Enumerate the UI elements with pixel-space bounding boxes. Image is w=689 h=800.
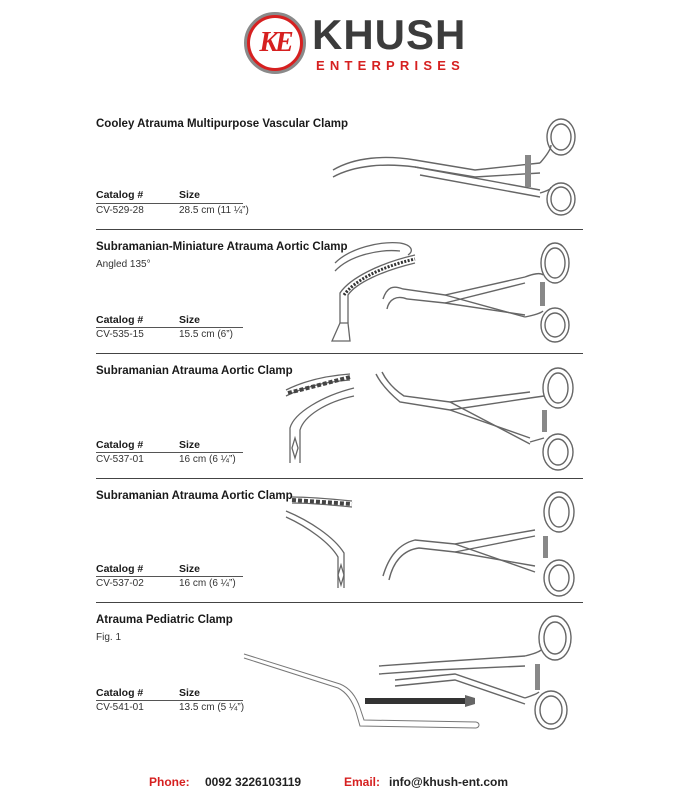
section-divider: [96, 478, 583, 479]
section-divider: [96, 602, 583, 603]
product-title: Subramanian-Miniature Atrauma Aortic Clamp: [96, 241, 348, 253]
size-heading: Size: [179, 563, 201, 575]
catalog-heading: Catalog #: [96, 314, 144, 326]
catalog-rule: [96, 203, 243, 204]
product-title: Atrauma Pediatric Clamp: [96, 614, 233, 626]
catalog-number: CV-535-15: [96, 329, 144, 340]
jaw-detail-illustration: [282, 368, 362, 468]
size-value: 16 cm (6 ¼”): [179, 578, 236, 589]
catalog-rule: [96, 576, 243, 577]
size-heading: Size: [179, 314, 201, 326]
product-title: Cooley Atrauma Multipurpose Vascular Clamp: [96, 118, 348, 130]
jaw-detail-illustration: [282, 493, 362, 593]
brand-logo: [244, 12, 306, 74]
brand-logo-monogram: KE: [250, 18, 300, 68]
clamp-illustration: [325, 115, 585, 220]
size-value: 15.5 cm (6”): [179, 329, 233, 340]
clamp-illustration: [375, 237, 585, 347]
size-heading: Size: [179, 189, 201, 201]
catalog-heading: Catalog #: [96, 563, 144, 575]
catalog-heading: Catalog #: [96, 189, 144, 201]
brand-name: KHUSH: [312, 11, 467, 58]
catalog-number: CV-529-28: [96, 205, 144, 216]
page-header: [0, 0, 689, 100]
catalog-heading: Catalog #: [96, 439, 144, 451]
catalog-rule: [96, 327, 243, 328]
clamp-illustration: [370, 362, 585, 474]
catalog-number: CV-541-01: [96, 702, 144, 713]
brand-subtitle: ENTERPRISES: [316, 58, 465, 73]
catalog-rule: [96, 700, 243, 701]
email-address: info@khush-ent.com: [389, 775, 509, 789]
size-heading: Size: [179, 687, 201, 699]
phone-number: 0092 3226103119: [205, 775, 302, 789]
size-heading: Size: [179, 439, 201, 451]
catalog-heading: Catalog #: [96, 687, 144, 699]
clamp-illustration: [375, 486, 585, 598]
section-divider: [96, 229, 583, 230]
catalog-rule: [96, 452, 243, 453]
email-label: Email:: [344, 775, 381, 789]
section-divider: [96, 353, 583, 354]
clamp-illustration: [375, 608, 585, 732]
product-note: Fig. 1: [96, 632, 122, 643]
phone-label: Phone:: [149, 775, 190, 789]
catalog-number: CV-537-02: [96, 578, 144, 589]
product-note: Angled 135°: [96, 259, 151, 270]
contact-footer: [0, 775, 689, 793]
size-value: 16 cm (6 ¼”): [179, 454, 236, 465]
product-title: Subramanian Atrauma Aortic Clamp: [96, 365, 293, 377]
size-value: 13.5 cm (5 ¼”): [179, 702, 245, 713]
catalog-number: CV-537-01: [96, 454, 144, 465]
product-title: Subramanian Atrauma Aortic Clamp: [96, 490, 293, 502]
size-value: 28.5 cm (11 ¼”): [179, 205, 249, 216]
